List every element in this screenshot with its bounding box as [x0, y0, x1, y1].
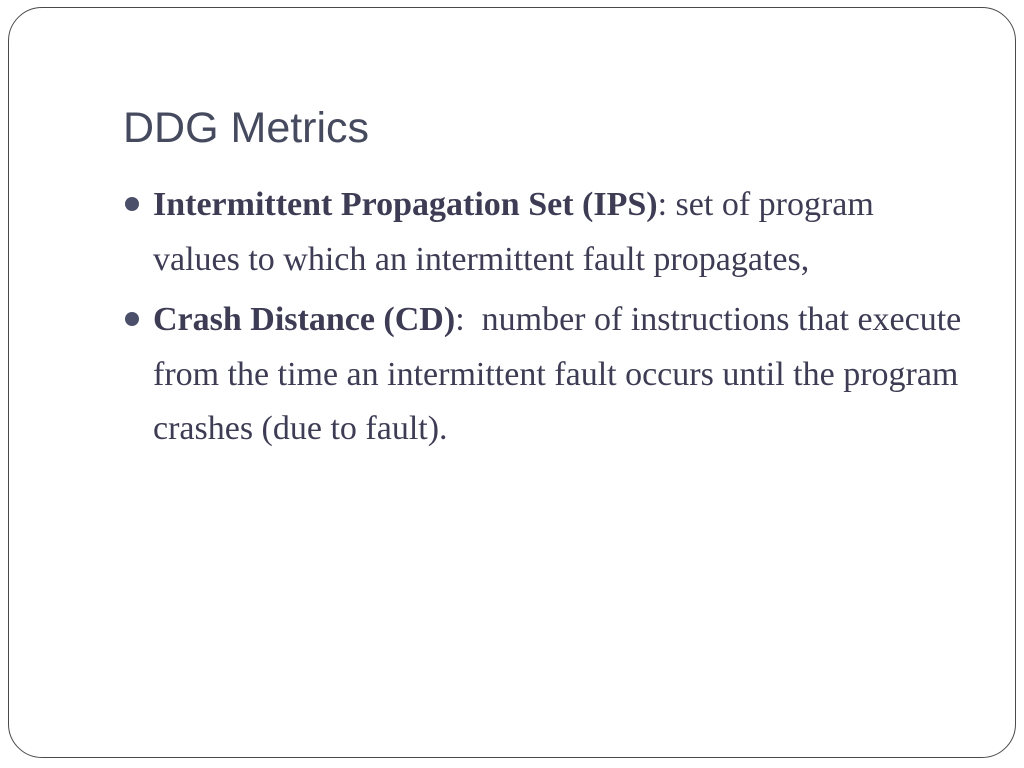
bullet-term: Crash Distance (CD)	[153, 301, 456, 338]
bullet-definition: number of instructions that execute from the time an intermittent fault occurs until the program crashes (due to fault).	[153, 301, 970, 447]
slide	[8, 7, 1016, 758]
bullet-separator: :	[455, 301, 465, 338]
bullet-list	[125, 178, 970, 463]
bullet-separator: :	[657, 186, 668, 223]
bullet-definition: set of program values to which an intermittent fault propagates,	[153, 186, 874, 278]
bullet-dot-icon	[125, 312, 139, 326]
bullet-item-cd	[125, 293, 970, 457]
bullet-item-ips	[125, 178, 965, 287]
bullet-dot-icon	[125, 197, 139, 211]
slide-title: DDG Metrics	[123, 104, 370, 152]
bullet-term: Intermittent Propagation Set (IPS)	[153, 186, 658, 223]
